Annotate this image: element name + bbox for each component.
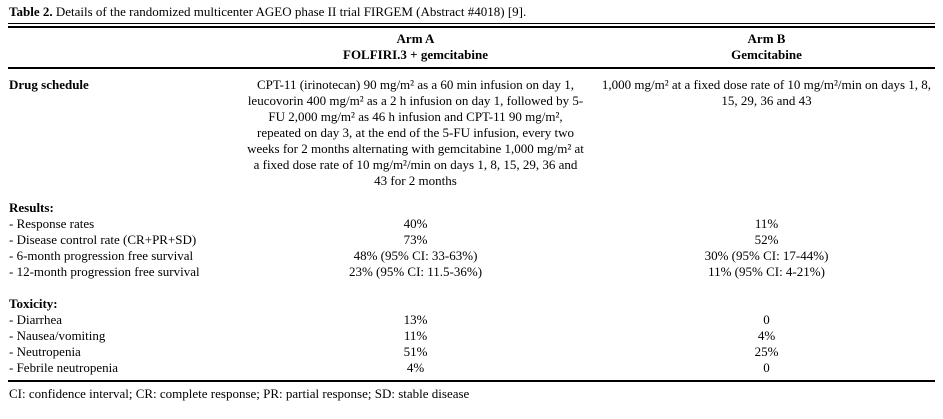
table-row <box>8 344 935 360</box>
arm-b-value: 30% (95% CI: 17-44%) <box>704 248 829 263</box>
arm-a-value: 73% <box>403 232 428 247</box>
arm-b-value: 52% <box>754 232 779 247</box>
arm-a-title: Arm A <box>396 31 435 46</box>
table-row <box>8 248 935 264</box>
table-caption <box>8 3 935 24</box>
arm-a-value: 23% (95% CI: 11.5-36%) <box>348 264 483 279</box>
table-row <box>8 312 935 328</box>
arm-a-header <box>233 31 598 63</box>
drug-schedule-arm-a-text: CPT-11 (irinotecan) 90 mg/m² as a 60 min infusion on day 1, leucovorin 400 mg/m² as a 2 h infusion on day 1, followed by 5-FU 2,000 mg/m² as 46 h infusion and CPT-11 90 mg/m², repeated on day 3, at the end of the 5-FU infusion, every two weeks for 2 months alternating with gemcitabine 1,000 mg/m² at a fixed dose rate of 10 mg/m²/min on days 1, 8, 15, 29, 36 and 43 for 2 months <box>247 77 584 188</box>
row-label: - 12-month progression free survival <box>9 264 200 279</box>
trial-table <box>8 26 935 402</box>
arm-b-value: 0 <box>763 360 770 375</box>
drug-schedule-arm-a-cell <box>233 77 598 189</box>
row-label: - Neutropenia <box>9 344 81 359</box>
arm-a-value: 11% <box>403 328 428 343</box>
arm-b-regimen: Gemcitabine <box>731 47 802 62</box>
table-caption-text: Details of the randomized multicenter AGEO phase II trial FIRGEM (Abstract #4018) [9]. <box>52 4 527 19</box>
arm-a-value: 4% <box>406 360 425 375</box>
drug-schedule-row <box>8 69 935 189</box>
table-row <box>8 264 935 280</box>
arm-b-value: 4% <box>757 328 776 343</box>
row-label: - Disease control rate (CR+PR+SD) <box>9 232 197 247</box>
table-row <box>8 216 935 232</box>
row-label: - Response rates <box>9 216 95 231</box>
row-label: - Febrile neutropenia <box>9 360 119 375</box>
drug-schedule-arm-b-cell <box>598 77 935 189</box>
table-row <box>8 360 935 376</box>
section-header-toxicity: Toxicity: <box>9 296 58 311</box>
arm-a-value: 40% <box>403 216 428 231</box>
drug-schedule-arm-b-text: 1,000 mg/m² at a fixed dose rate of 10 mg/m²/min on days 1, 8, 15, 29, 36 and 43 <box>601 77 932 108</box>
arm-a-value: 48% (95% CI: 33-63%) <box>353 248 478 263</box>
arm-b-title: Arm B <box>747 31 786 46</box>
arm-b-value: 11% <box>754 216 779 231</box>
arm-b-value: 0 <box>763 312 770 327</box>
table-row <box>8 232 935 248</box>
row-label: - Diarrhea <box>9 312 63 327</box>
section-header-results: Results: <box>9 200 54 215</box>
arm-b-value: 25% <box>754 344 779 359</box>
arm-a-regimen: FOLFIRI.3 + gemcitabine <box>343 47 488 62</box>
arm-a-value: 13% <box>403 312 428 327</box>
arm-b-header <box>598 31 935 63</box>
table-footnote: CI: confidence interval; CR: complete response; PR: partial response; SD: stable disease <box>8 380 935 402</box>
table-number: Table 2. <box>9 4 53 19</box>
table-row <box>8 328 935 344</box>
drug-schedule-label: Drug schedule <box>9 77 89 92</box>
arm-b-value: 11% (95% CI: 4-21%) <box>708 264 825 279</box>
header-spacer <box>8 31 233 63</box>
column-header-row <box>8 28 935 69</box>
row-label: - 6-month progression free survival <box>9 248 194 263</box>
row-label: - Nausea/vomiting <box>9 328 106 343</box>
arm-a-value: 51% <box>403 344 428 359</box>
